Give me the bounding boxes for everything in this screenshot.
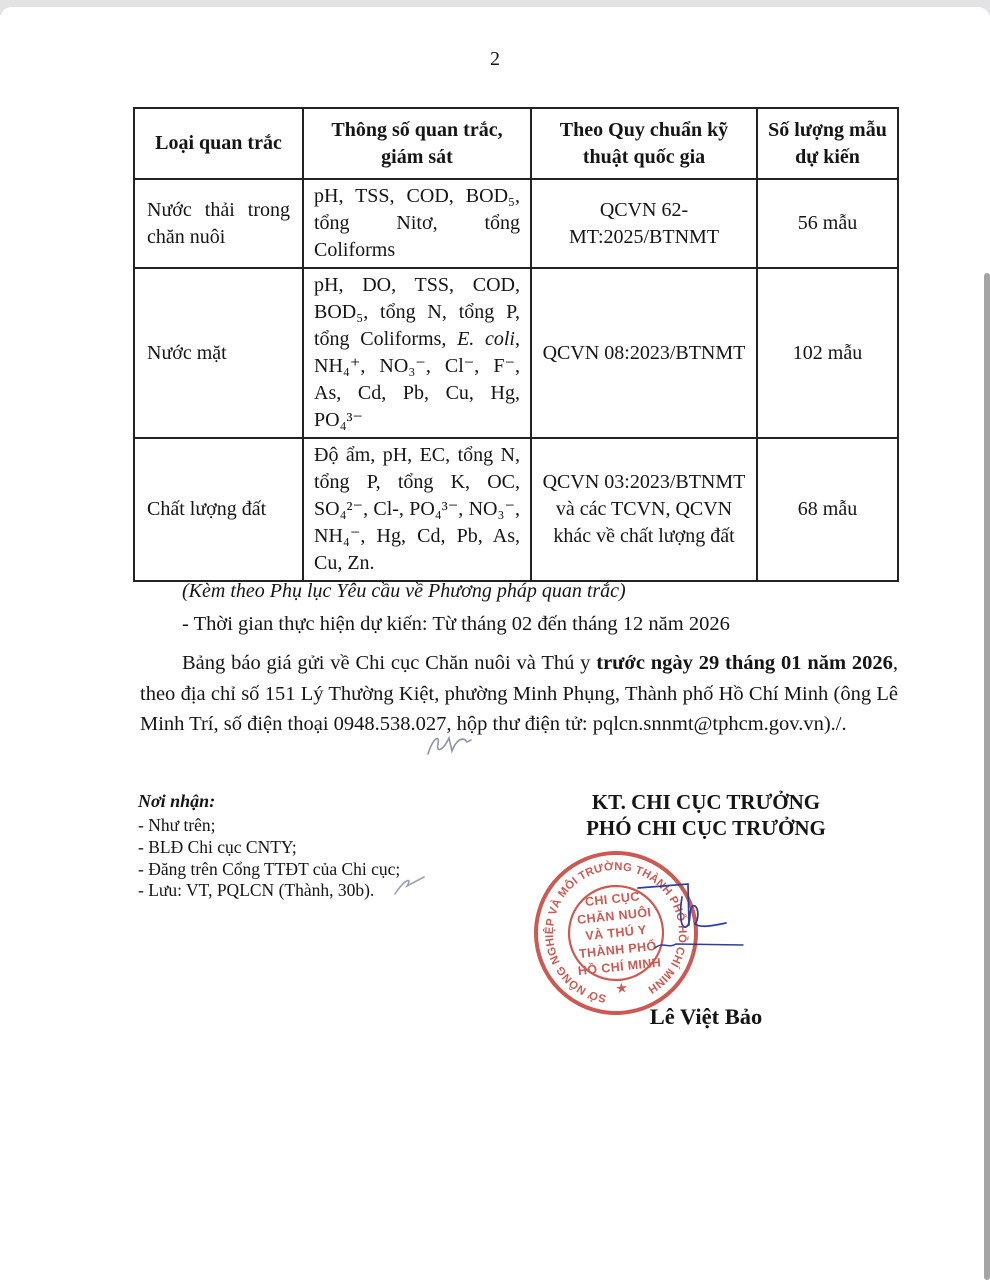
- vertical-scrollbar[interactable]: [984, 273, 990, 1280]
- table-header-row: [134, 108, 898, 179]
- header-quy-chuan: Theo Quy chuẩn kỹ thuật quốc gia: [531, 108, 757, 179]
- table-row: [134, 179, 898, 268]
- signer-name: Lê Việt Bảo: [649, 1004, 763, 1029]
- row2-parameters: pH, DO, TSS, COD, BOD₅, tổng N, tổng P, tổng Coliforms, E. coli, NH₄⁺, NO₃⁻, Cl⁻, F⁻, As, Cd, Pb, Cu, Hg, PO₄³⁻: [303, 268, 531, 438]
- header-loai-quan-trac: Loại quan trắc: [134, 108, 303, 179]
- signature-stroke: [655, 944, 743, 948]
- stamp-star-icon: ★: [614, 979, 630, 997]
- stamp-center-line: VÀ THÚ Y: [584, 922, 648, 944]
- row2-samples: 102 mẫu: [757, 268, 898, 438]
- quote-instruction-paragraph: Bảng báo giá gửi về Chi cục Chăn nuôi và Thú y trước ngày 29 tháng 01 năm 2026, theo địa chỉ số 151 Lý Thường Kiệt, phường Minh Phụng, Thành phố Hồ Chí Minh (ông Lê Minh Trí, số điện thoại 0948.538.027, hộp thư điện tử: pqlcn.snnmt@tphcm.gov.vn)./.: [140, 652, 899, 736]
- row1-parameters: pH, TSS, COD, BOD₅, tổng Nitơ, tổng Coliforms: [303, 179, 531, 268]
- table-row: [134, 268, 898, 438]
- recipient-item: - Đăng trên Cổng TTĐT của Chi cục;: [138, 858, 401, 879]
- handwritten-check-mark: [392, 873, 428, 899]
- row1-type: Nước thải trong chăn nuôi: [134, 179, 303, 268]
- row2-type: Nước mặt: [134, 268, 303, 438]
- row3-standard: QCVN 03:2023/BTNMT và các TCVN, QCVN khác về chất lượng đất: [531, 438, 757, 581]
- header-thong-so: Thông số quan trắc, giám sát: [303, 108, 531, 179]
- attachment-note: (Kèm theo Phụ lục Yêu cầu về Phương pháp quan trắc): [182, 580, 626, 602]
- stamp-center-line: CHĂN NUÔI: [576, 905, 652, 927]
- row3-samples: 68 mẫu: [757, 438, 898, 581]
- page-number: 2: [490, 48, 500, 70]
- row2-standard: QCVN 08:2023/BTNMT: [531, 268, 757, 438]
- pen-signature-ink: [630, 875, 760, 968]
- recipients-label: Nơi nhận:: [138, 791, 216, 811]
- header-so-luong: Số lượng mẫu dự kiến: [757, 108, 898, 179]
- signer-title-line1: KT. CHI CỤC TRƯỞNG: [591, 790, 821, 814]
- table-row: [134, 438, 898, 581]
- monitoring-table: [133, 107, 899, 582]
- recipient-item: - Như trên;: [138, 815, 216, 835]
- row3-type: Chất lượng đất: [134, 438, 303, 581]
- stamp-center-line: THÀNH PHỐ: [578, 938, 658, 961]
- row1-samples: 56 mẫu: [757, 179, 898, 268]
- recipient-item: - Lưu: VT, PQLCN (Thành, 30b).: [138, 880, 375, 901]
- signer-title-line2: PHÓ CHI CỤC TRƯỞNG: [586, 816, 826, 840]
- row3-parameters: Độ ẩm, pH, EC, tổng N, tổng P, tổng K, OC, SO₄²⁻, Cl-, PO₄³⁻, NO₃⁻, NH₄⁻, Hg, Cd, Pb, As, Cu, Zn.: [303, 438, 531, 581]
- row1-standard: QCVN 62-MT:2025/BTNMT: [531, 179, 757, 268]
- handwritten-initial-mark: [424, 729, 474, 761]
- signer-title: [520, 789, 892, 841]
- stamp-center-line: HỒ CHÍ MINH: [577, 955, 662, 979]
- stamp-center-line: CHI CỤC: [584, 889, 641, 910]
- stamp-ring-text: SỞ NÔNG NGHIỆP VÀ MÔI TRƯỜNG THÀNH PHỐ HỒ CHÍ MINH: [543, 860, 689, 1005]
- recipient-item: - BLĐ Chi cục CNTY;: [138, 836, 297, 857]
- signature-stroke: [681, 897, 726, 927]
- duration-note: - Thời gian thực hiện dự kiến: Từ tháng 02 đến tháng 12 năm 2026: [182, 613, 730, 635]
